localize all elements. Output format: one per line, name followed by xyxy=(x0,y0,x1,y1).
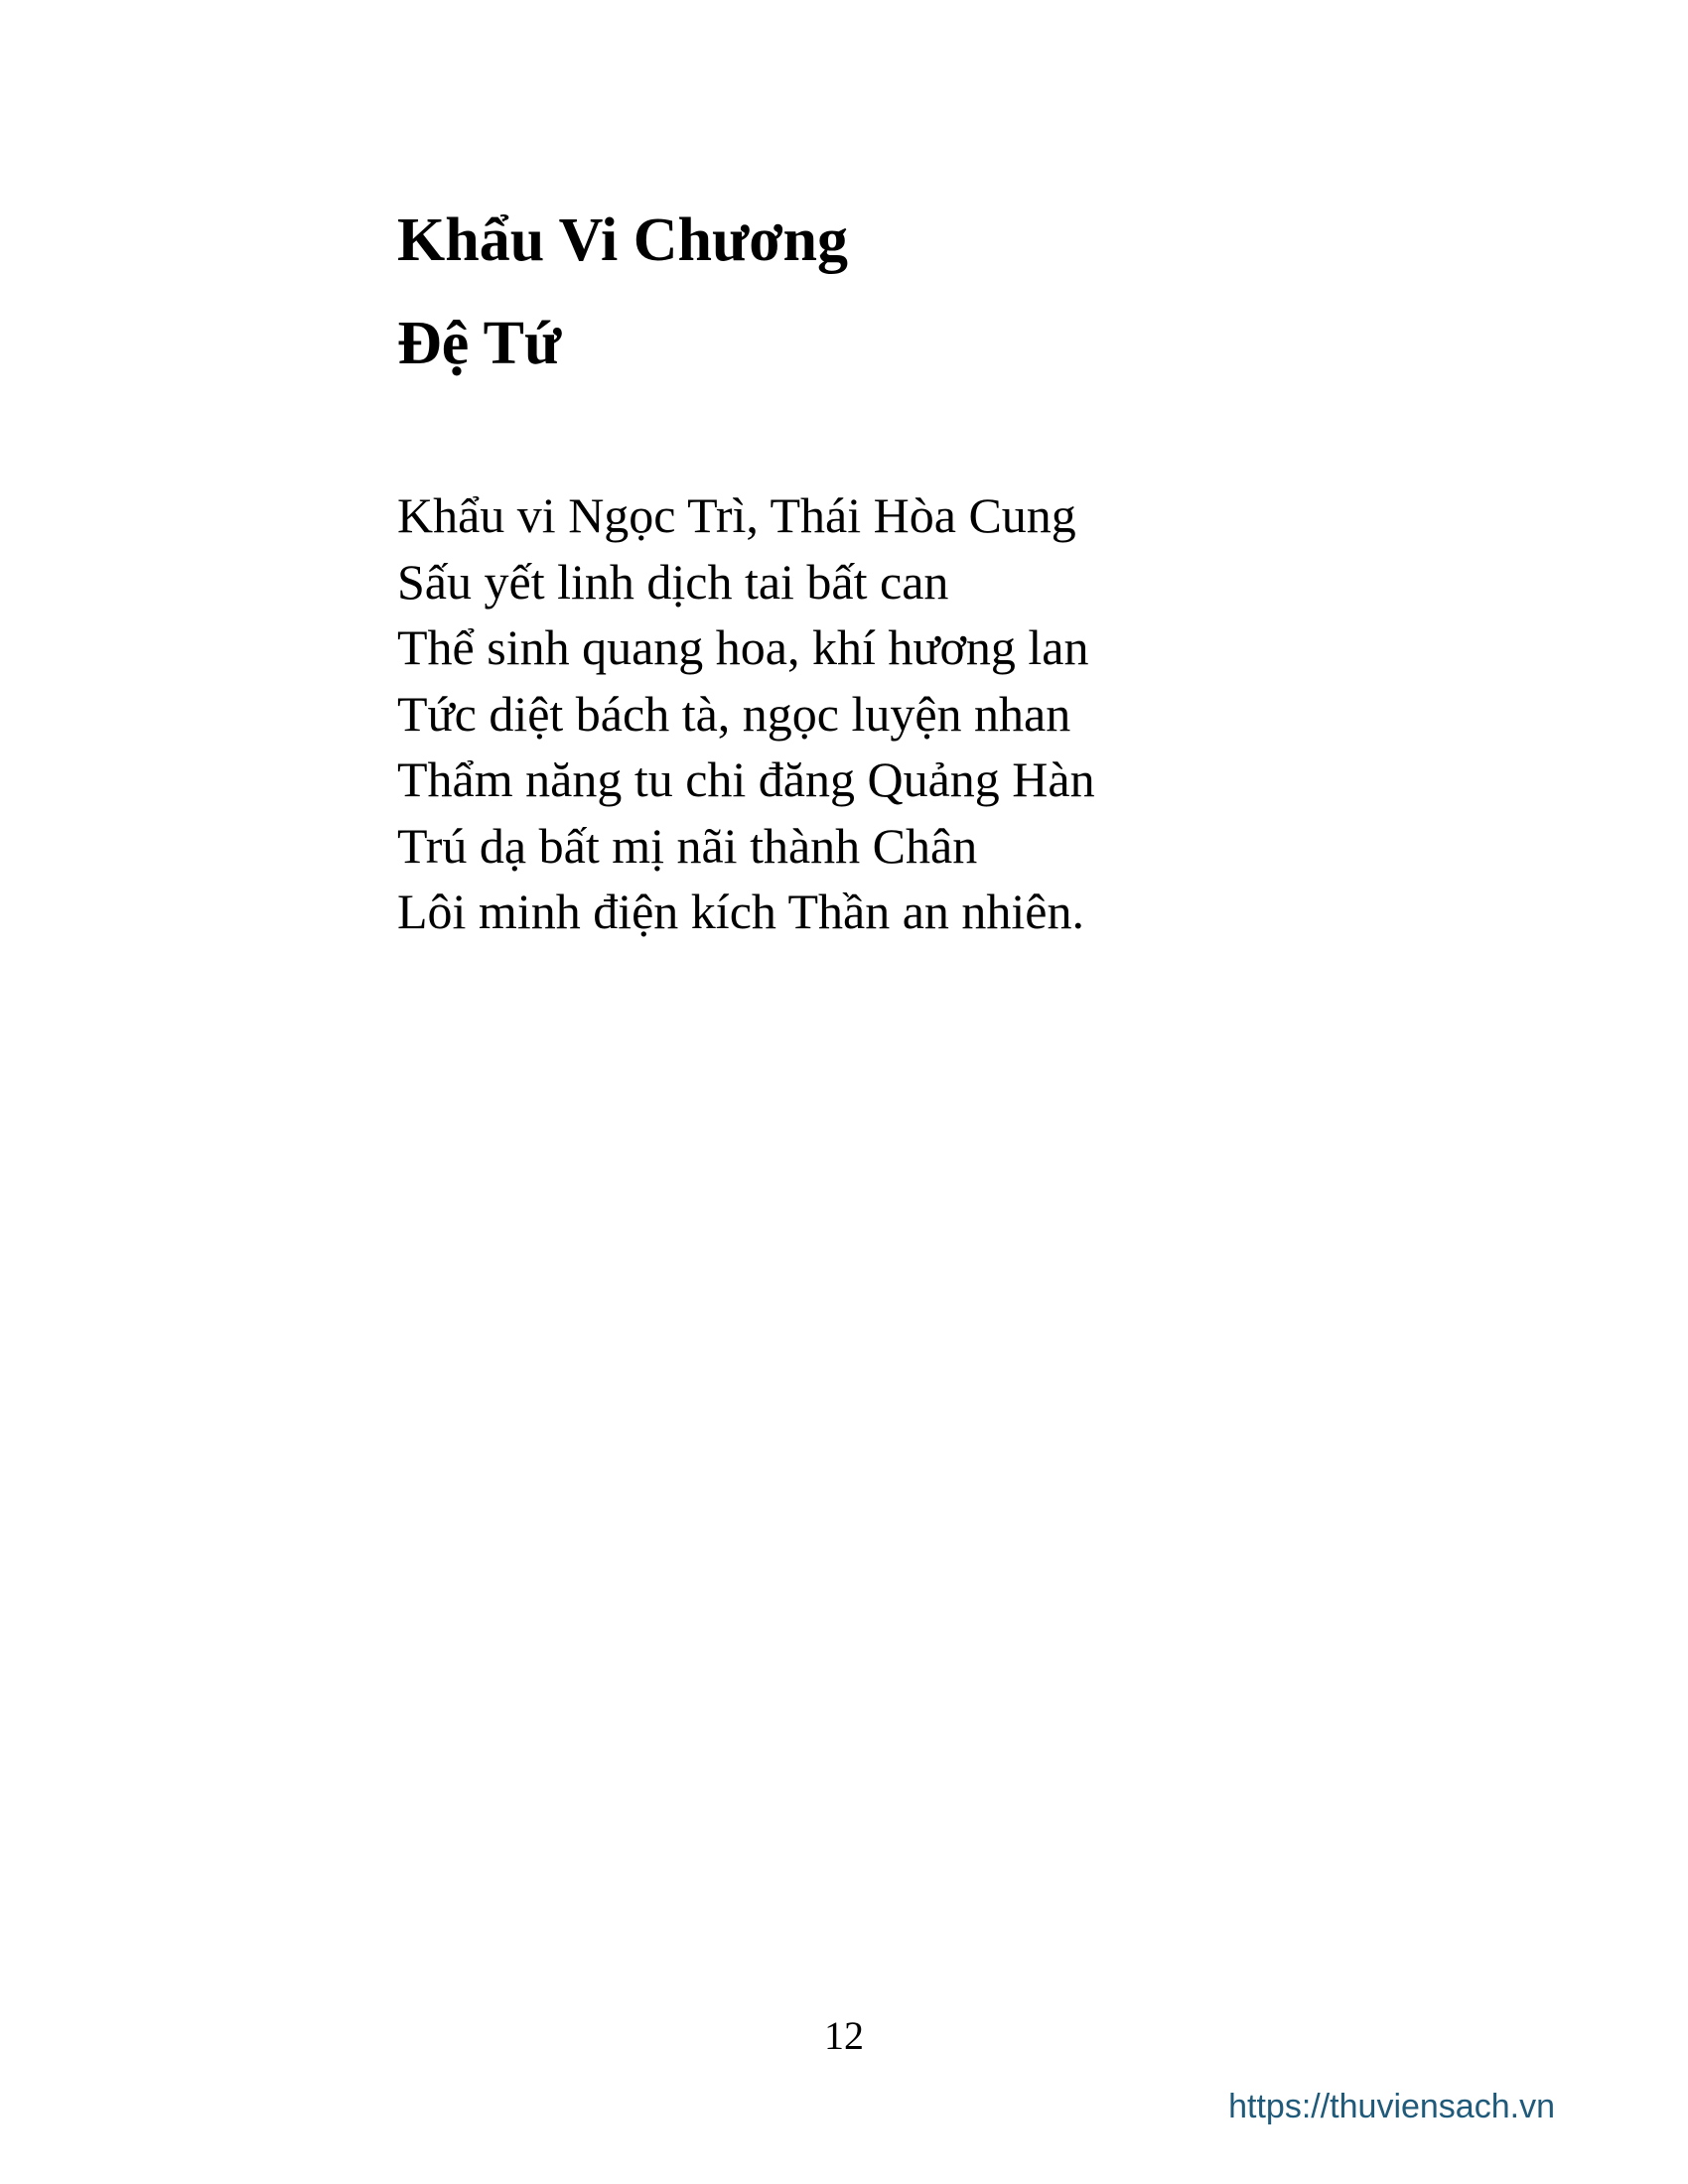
poem-line-7: Lôi minh điện kích Thần an nhiên. xyxy=(397,884,1084,939)
poem-line-4: Tức diệt bách tà, ngọc luyện nhan xyxy=(397,685,1071,742)
chapter-subtitle: Đệ Tứ xyxy=(397,310,562,377)
poem-line-3: Thể sinh quang hoa, khí hương lan xyxy=(397,619,1089,675)
poem-line-6: Trú dạ bất mị nãi thành Chân xyxy=(397,817,978,874)
poem-body xyxy=(397,482,1390,945)
chapter-title: Khẩu Vi Chương xyxy=(397,206,849,274)
poem-line-2: Sấu yết linh dịch tai bất can xyxy=(397,553,949,610)
poem-line-5: Thẩm năng tu chi đăng Quảng Hàn xyxy=(397,751,1095,807)
poem-line-1: Khẩu vi Ngọc Trì, Thái Hòa Cung xyxy=(397,487,1076,543)
source-link[interactable]: https://thuviensach.vn xyxy=(1228,2088,1555,2125)
page-number: 12 xyxy=(824,2013,864,2058)
